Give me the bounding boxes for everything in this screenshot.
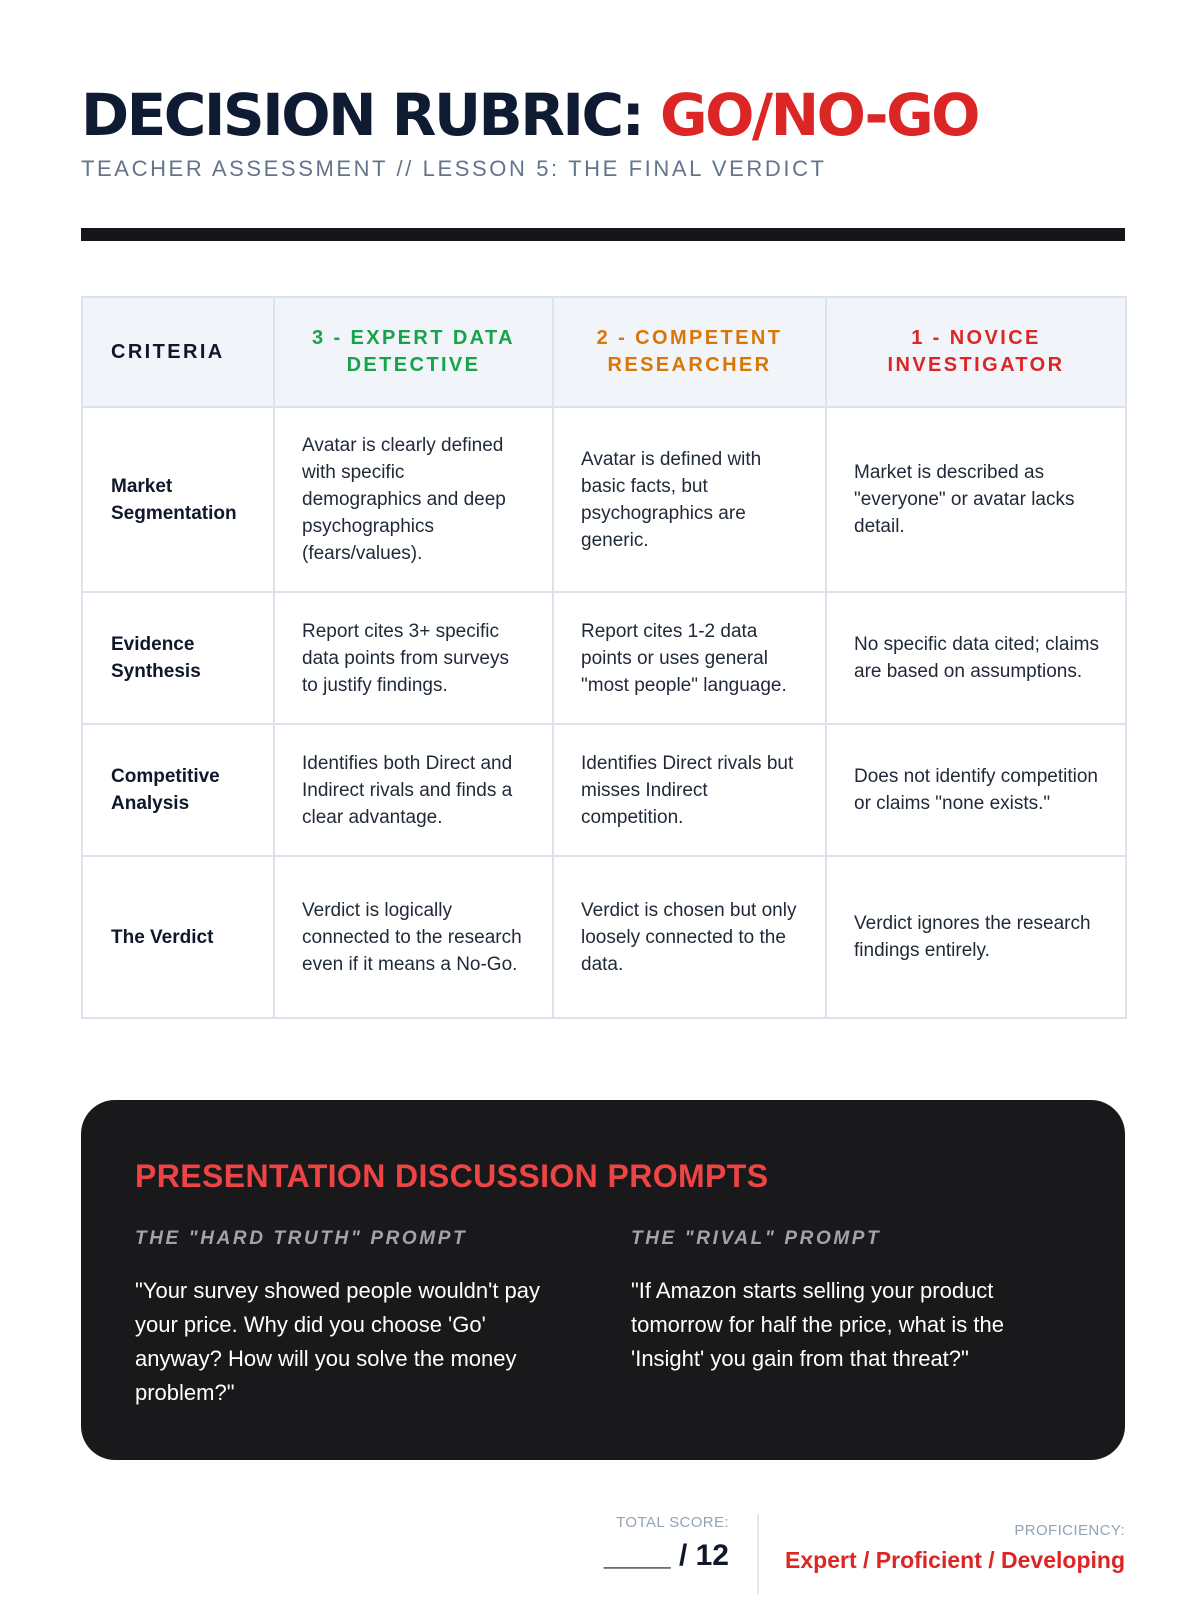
prompt-label: THE "HARD TRUTH" PROMPT <box>135 1228 468 1249</box>
proficiency-value: Expert / Proficient / Developing <box>785 1547 1125 1573</box>
prompt-hard-truth <box>135 1228 565 1410</box>
discussion-prompts-panel <box>81 1100 1125 1460</box>
column-header-expert: 3 - EXPERT DATA DETECTIVE <box>274 297 553 407</box>
footer-divider <box>757 1514 759 1594</box>
column-header-competent: 2 - COMPETENT RESEARCHER <box>553 297 826 407</box>
proficiency-label: PROFICIENCY: <box>1014 1522 1125 1539</box>
column-header-novice: 1 - NOVICE INVESTIGATOR <box>826 297 1126 407</box>
table-row <box>82 592 1126 724</box>
cell-expert: Identifies both Direct and Indirect rivals and finds a clear advantage. <box>274 724 553 856</box>
prompt-text: "If Amazon starts selling your product tomorrow for half the price, what is the 'Insight' you gain from that threat?" <box>631 1278 1004 1371</box>
row-criterion: The Verdict <box>82 856 274 1018</box>
score-footer <box>81 1514 1125 1594</box>
page-subtitle: TEACHER ASSESSMENT // LESSON 5: THE FINAL VERDICT <box>81 156 827 181</box>
table-row <box>82 724 1126 856</box>
rubric-header-row <box>82 297 1126 407</box>
prompt-text: "Your survey showed people wouldn't pay your price. Why did you choose 'Go' anyway? How will you solve the money problem?" <box>135 1278 541 1405</box>
title-main: DECISION RUBRIC: <box>81 81 643 149</box>
cell-expert: Avatar is clearly defined with specific demographics and deep psychographics (fears/values). <box>274 407 553 592</box>
rubric-table <box>81 296 1127 1019</box>
cell-competent: Identifies Direct rivals but misses Indirect competition. <box>553 724 826 856</box>
cell-novice: Market is described as "everyone" or avatar lacks detail. <box>826 407 1126 592</box>
page-title <box>81 82 978 148</box>
row-criterion: Competitive Analysis <box>82 724 274 856</box>
cell-competent: Avatar is defined with basic facts, but psychographics are generic. <box>553 407 826 592</box>
cell-competent: Report cites 1-2 data points or uses general "most people" language. <box>553 592 826 724</box>
row-criterion: Evidence Synthesis <box>82 592 274 724</box>
table-row <box>82 856 1126 1018</box>
prompt-label: THE "RIVAL" PROMPT <box>631 1228 882 1249</box>
score-value: ____ / 12 <box>603 1539 729 1572</box>
table-row <box>82 407 1126 592</box>
prompts-title: PRESENTATION DISCUSSION PROMPTS <box>135 1158 769 1194</box>
total-score <box>604 1514 729 1573</box>
score-label: TOTAL SCORE: <box>616 1514 729 1531</box>
cell-novice: No specific data cited; claims are based on assumptions. <box>826 592 1126 724</box>
row-criterion: Market Segmentation <box>82 407 274 592</box>
proficiency <box>785 1522 1125 1574</box>
column-header-criteria: CRITERIA <box>82 297 274 407</box>
prompt-rival <box>631 1228 1061 1376</box>
cell-novice: Verdict ignores the research findings entirely. <box>826 856 1126 1018</box>
cell-novice: Does not identify competition or claims "none exists." <box>826 724 1126 856</box>
cell-expert: Verdict is logically connected to the research even if it means a No-Go. <box>274 856 553 1018</box>
title-accent: GO/NO-GO <box>659 81 978 149</box>
header-divider <box>81 228 1125 241</box>
cell-expert: Report cites 3+ specific data points from surveys to justify findings. <box>274 592 553 724</box>
cell-competent: Verdict is chosen but only loosely connected to the data. <box>553 856 826 1018</box>
